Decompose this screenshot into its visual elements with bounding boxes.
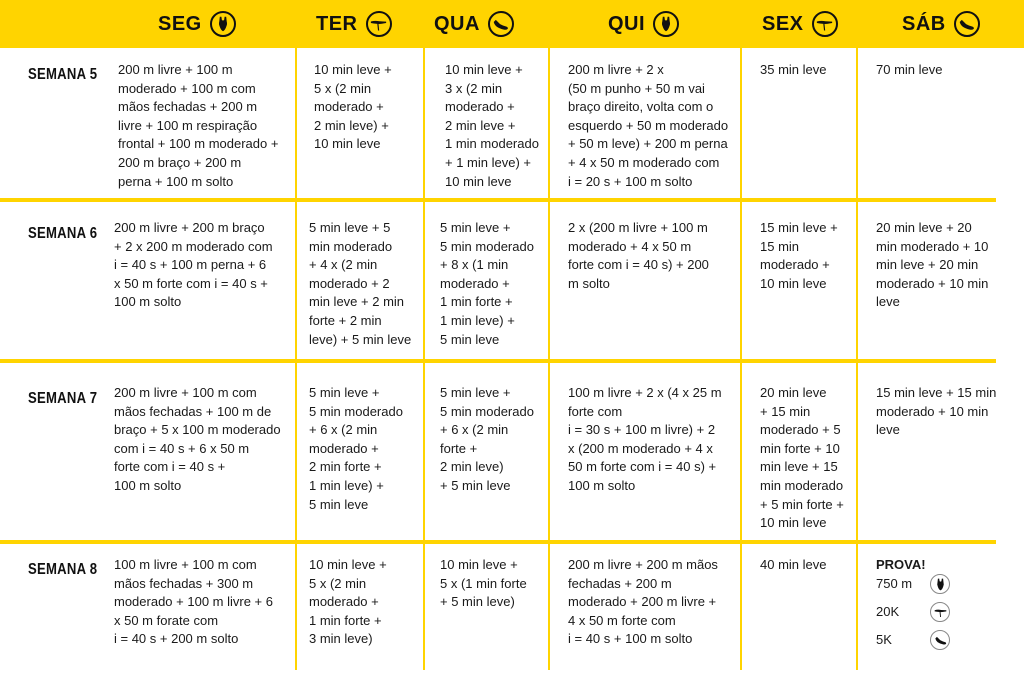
workout-line: + 5 min forte + (760, 496, 844, 512)
workout-line: moderado + (314, 99, 384, 115)
week-label-7: SEMANA 7 (28, 390, 98, 407)
workout-line: moderado + 200 m livre + (568, 594, 717, 610)
workout-line: 5 min moderado (309, 403, 403, 419)
workout-line: 10 min leve (760, 515, 827, 531)
workout-line: min leve + 20 min (876, 257, 979, 273)
workout-cell-week8-sex (760, 556, 826, 575)
workout-line: 15 min (760, 238, 800, 254)
workout-line: moderado + 4 x 50 m (568, 238, 692, 254)
workout-line: 1 min leve) + (440, 312, 515, 328)
day-header-qui (608, 0, 679, 48)
workout-line: 2 min forte + (309, 459, 382, 475)
bike-icon (930, 602, 950, 622)
week-label-6: SEMANA 6 (28, 225, 98, 242)
workout-cell-week7-qui (568, 384, 722, 496)
workout-line: mãos fechadas + 300 m (114, 575, 254, 591)
row-divider (0, 198, 996, 202)
workout-line: livre + 100 m respiração (118, 117, 258, 133)
workout-line: leve (876, 294, 900, 310)
workout-line: 1 min forte + (440, 294, 513, 310)
race-item-run (876, 630, 950, 650)
workout-line: 2 min leve) + (314, 117, 389, 133)
workout-cell-week5-qui (568, 61, 728, 191)
workout-line: moderado + 10 min (876, 275, 989, 291)
bike-icon (366, 11, 392, 37)
workout-line: i = 30 s + 100 m livre) + 2 (568, 422, 716, 438)
day-header-qua (434, 0, 514, 48)
workout-line: x 50 m forate com (114, 612, 219, 628)
workout-cell-week5-sex (760, 61, 826, 80)
workout-line: moderado + 5 (760, 422, 841, 438)
workout-cell-week8-qua (440, 556, 527, 612)
workout-line: 5 x (1 min forte (440, 575, 527, 591)
workout-line: i = 40 s + 100 m solto (568, 631, 693, 647)
race-distance: 5K (876, 632, 892, 647)
workout-line: 4 x 50 m forte com (568, 612, 676, 628)
week-label-8: SEMANA 8 (28, 561, 98, 578)
workout-cell-week8-qui (568, 556, 718, 649)
day-label: SEG (158, 12, 202, 35)
shoe-icon (930, 630, 950, 650)
workout-line: 5 min leve + (440, 385, 511, 400)
workout-line: + 4 x (2 min (309, 257, 378, 273)
workout-cell-week6-sab (876, 219, 988, 312)
workout-line: fechadas + 200 m (568, 575, 672, 591)
workout-line: + 4 x 50 m moderado com (568, 154, 720, 170)
workout-line: 100 m livre + 2 x (4 x 25 m (568, 385, 722, 400)
day-label: QUA (434, 12, 480, 35)
shoe-icon (488, 11, 514, 37)
workout-line: (50 m punho + 50 m vai (568, 80, 705, 96)
workout-cell-week6-ter (309, 219, 411, 349)
workout-line: + 15 min (760, 403, 811, 419)
day-label: SEX (762, 12, 804, 35)
workout-line: min leve + 15 (760, 459, 838, 475)
workout-line: 10 min leve (445, 173, 512, 189)
workout-line: + 6 x (2 min (440, 422, 509, 438)
workout-cell-week5-qua (445, 61, 539, 191)
workout-line: + 50 m leve) + 200 m perna (568, 136, 728, 152)
workout-line: + 5 min leve (440, 477, 511, 493)
workout-line: 200 m braço + 200 m (118, 154, 242, 170)
workout-cell-week7-sex (760, 384, 844, 533)
workout-line: min moderado + 10 (876, 238, 989, 254)
workout-line: 100 m solto (114, 477, 182, 493)
workout-line: 1 min moderado (445, 136, 539, 152)
workout-line: forte + (440, 440, 478, 456)
workout-line: frontal + 100 m moderado + (118, 136, 279, 152)
day-header-seg (158, 0, 236, 48)
workout-line: 2 min leve) (440, 459, 504, 475)
workout-line: 10 min leve (314, 136, 381, 152)
workout-line: 5 min moderado (440, 403, 534, 419)
workout-line: 1 min leve) + (309, 477, 384, 493)
race-item-swim (876, 574, 950, 594)
workout-line: 100 m livre + 100 m com (114, 557, 257, 572)
workout-line: forte com i = 40 s + (114, 459, 226, 475)
workout-line: 5 min leve + (440, 220, 511, 235)
workout-line: i = 40 s + 200 m solto (114, 631, 239, 647)
workout-line: forte com i = 40 s) + 200 (568, 257, 709, 273)
workout-line: mãos fechadas + 200 m (118, 99, 258, 115)
workout-cell-week7-seg (114, 384, 281, 496)
swimsuit-icon (930, 574, 950, 594)
workout-line: 1 min forte + (309, 612, 382, 628)
race-distance: 750 m (876, 576, 913, 591)
race-title: PROVA! (876, 557, 926, 572)
workout-cell-week8-seg (114, 556, 273, 649)
workout-line: 200 m livre + 100 m com (114, 385, 257, 400)
workout-cell-week5-ter (314, 61, 392, 154)
workout-cell-week7-qua (440, 384, 534, 496)
workout-line: m solto (568, 275, 610, 291)
workout-line: 10 min leve (760, 275, 827, 291)
workout-line: 3 min leve) (309, 631, 373, 647)
workout-line: 5 x (2 min (314, 80, 372, 96)
workout-line: + 5 min leve) (440, 594, 515, 610)
workout-line: + 2 x 200 m moderado com (114, 238, 273, 254)
swimsuit-icon (210, 11, 236, 37)
workout-line: leve) + 5 min leve (309, 331, 412, 347)
day-header-ter (316, 0, 392, 48)
workout-line: moderado + (309, 594, 379, 610)
workout-line: 15 min leve + 15 min (876, 385, 997, 400)
workout-line: min forte + 10 (760, 440, 840, 456)
workout-line: 10 min leve + (445, 62, 523, 77)
workout-line: forte + 2 min (309, 312, 382, 328)
workout-line: 10 min leve + (309, 557, 387, 572)
workout-line: mãos fechadas + 100 m de (114, 403, 272, 419)
workout-line: 5 min leve + 5 (309, 220, 391, 235)
workout-cell-week6-seg (114, 219, 273, 312)
workout-line: 10 min leve + (440, 557, 518, 572)
workout-line: 50 m forte com i = 40 s) + (568, 459, 717, 475)
workout-line: moderado + 100 m com (118, 80, 256, 96)
workout-line: perna + 100 m solto (118, 173, 234, 189)
workout-line: 70 min leve (876, 62, 943, 77)
workout-cell-week6-qua (440, 219, 534, 349)
workout-line: 200 m livre + 2 x (568, 62, 664, 77)
workout-line: min leve + 2 min (309, 294, 405, 310)
header-bar (0, 0, 1024, 48)
workout-line: 20 min leve (760, 385, 827, 400)
workout-line: min moderado (309, 238, 393, 254)
workout-line: moderado + 10 min (876, 403, 989, 419)
workout-line: moderado + 2 (309, 275, 390, 291)
workout-line: braço + 5 x 100 m moderado (114, 422, 281, 438)
workout-line: moderado + (440, 275, 510, 291)
day-header-sex (762, 0, 838, 48)
workout-line: moderado + (445, 99, 515, 115)
race-item-bike (876, 602, 950, 622)
workout-line: 35 min leve (760, 62, 827, 77)
workout-line: 100 m solto (568, 477, 636, 493)
workout-line: 3 x (2 min (445, 80, 503, 96)
workout-cell-week8-ter (309, 556, 387, 649)
workout-line: 5 min moderado (440, 238, 534, 254)
workout-cell-week6-sex (760, 219, 838, 293)
workout-line: 5 x (2 min (309, 575, 367, 591)
workout-cell-week7-ter (309, 384, 403, 514)
workout-cell-week7-sab (876, 384, 996, 440)
week-label-5: SEMANA 5 (28, 66, 98, 83)
swimsuit-icon (653, 11, 679, 37)
workout-line: 200 m livre + 200 m braço (114, 220, 265, 235)
workout-line: moderado + 100 m livre + 6 (114, 594, 273, 610)
workout-line: i = 20 s + 100 m solto (568, 173, 693, 189)
workout-line: 10 min leve + (314, 62, 392, 77)
workout-line: + 8 x (1 min (440, 257, 509, 273)
workout-line: + 6 x (2 min (309, 422, 378, 438)
workout-line: x 50 m forte com i = 40 s + (114, 275, 268, 291)
row-divider (0, 540, 996, 544)
workout-cell-week5-seg (118, 61, 278, 191)
workout-line: leve (876, 422, 900, 438)
workout-line: min moderado (760, 477, 844, 493)
workout-line: com i = 40 s + 6 x 50 m (114, 440, 250, 456)
workout-cell-week6-qui (568, 219, 709, 293)
shoe-icon (954, 11, 980, 37)
workout-line: 5 min leve (309, 496, 369, 512)
day-label: SÁB (902, 12, 946, 35)
workout-line: 200 m livre + 200 m mãos (568, 557, 718, 572)
day-label: QUI (608, 12, 646, 35)
workout-line: esquerdo + 50 m moderado (568, 117, 729, 133)
workout-line: x (200 m moderado + 4 x (568, 440, 713, 456)
workout-line: 20 min leve + 20 (876, 220, 972, 235)
day-label: TER (316, 12, 358, 35)
workout-line: moderado + (309, 440, 379, 456)
workout-line: 15 min leve + (760, 220, 838, 235)
workout-cell-week5-sab (876, 61, 942, 80)
workout-line: 5 min leve + (309, 385, 380, 400)
workout-line: 2 x (200 m livre + 100 m (568, 220, 708, 235)
workout-line: 40 min leve (760, 557, 827, 572)
workout-line: i = 40 s + 100 m perna + 6 (114, 257, 267, 273)
workout-line: moderado + (760, 257, 830, 273)
workout-line: forte com (568, 403, 623, 419)
workout-line: 100 m solto (114, 294, 182, 310)
workout-line: + 1 min leve) + (445, 154, 531, 170)
race-distance: 20K (876, 604, 900, 619)
workout-line: 5 min leve (440, 331, 500, 347)
workout-line: 200 m livre + 100 m (118, 62, 233, 77)
workout-line: 2 min leve + (445, 117, 516, 133)
workout-line: braço direito, volta com o (568, 99, 714, 115)
bike-icon (812, 11, 838, 37)
row-divider (0, 359, 996, 363)
day-header-sab (902, 0, 980, 48)
